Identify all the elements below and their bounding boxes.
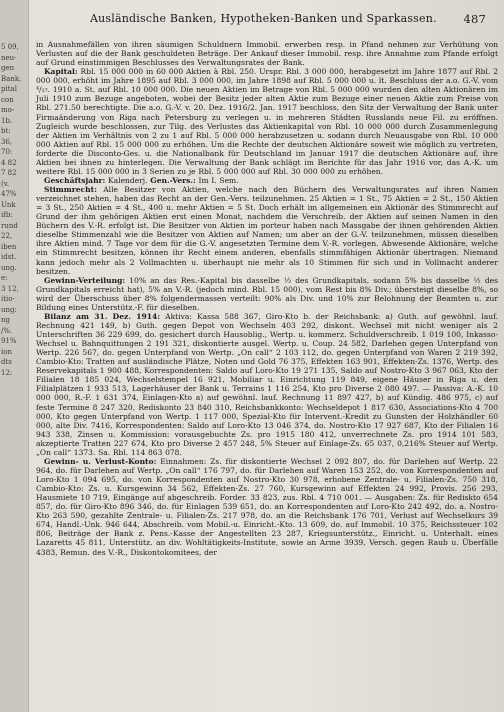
gutter-fragment: itio- [1,295,15,303]
paragraph [36,67,498,176]
gutter-fragment: pital [1,85,17,93]
gutter-fragment: rund [1,221,18,230]
gutter-fragment: e: [1,274,8,282]
gutter-fragment: 91% [1,337,17,345]
paragraph-lead: Gewinn-Verteilung: [44,275,126,285]
paragraph-lead: Geschäftsjahr: [44,175,106,185]
paragraph-text: 10% an das Res.-Kapital bis dasselbe ⅓ des Grundkapitals, sodann 5% bis dasselbe ½ des Grundkapitals erreicht hat), 5% an V.-R. (jedoch mind. Rbl. 15 000), vom Rest bis 8% Div.; übersteigt dieselbe 8%, so wird der Überschuss über 8% folgendermassen verteilt: 90% als Div. und 10% zur Belohnung der Beamten u. zur Bildung eines Unterstütz.-F. für dieselben. [36,275,498,312]
paragraph [36,40,498,67]
header-title: Ausländische Banken, Hypotheken-Banken und Sparkassen. [90,12,437,25]
body-text [36,40,498,557]
paragraph-text: Aktiva: Kassa 588 367, Giro-Kto b. der Reichsbank: a) Guth. auf gewöhnl. lauf. Rechnung 421 149, b) Guth. gegen Depot von Wechseln 403 292, diskont. Wechsel mit nicht weniger als 2 Unterschriften 36 229 699, do. gesichert durch Hausoblig., Wertp. u. kommerz. Schuldverschreib. 1 019 100, Inkasso-Wechsel u. Bahnquittungen 2 191 321, diskontierte ausgel. Wertp. u. Coup. 24 582, Darlehen gegen Unterpfand von Wertp. 226 567, do. gegen Unterpfand von Wertp. „On call“ 2 103 112, do. gegen Unterpfand von Waren 2 219 392, Cambio-Kto: Tratten auf ausländische Plätze, Noten und Gold 76 375, Effekten 163 901, Effekten-Zs. 1376, Wertp. des Reservekapitals 1 900 488, Korrespondenten: Saldo auf Loro-Kto 19 271 135, Saldo auf Nostro-Kto 3 967 063, Kto der Filialen 18 185 024, Wechselstempel 16 921, Mobiliar u. Einrichtung 119 849, eigene Häuser in Riga u. den Filialplätzen 1 933 513, Lagerhäuser der Bank u. Terrains 1 116 254, Kto pro Diverse 2 080 497. — Passiva: A.-K. 10 000 000, R.-F. 1 631 374, Einlagen-Kto a) auf gewöhnl. lauf. Rechnung 11 897 427, b) auf Kündig. 486 975, c) auf feste Termine 8 247 320, Rediskonto 23 840 310, Reichsbankkonto: Wechseldepot 1 817 630, Associations-Kto 4 700 000, Kto gegen Unterpfand von Wertp. 1 117 000, Spezial-Kto für Intervent.-Kredit zu Gunsten der Holzhändler 60 000, alte Div. 7416, Korrespondenten: Saldo auf Loro-Kto 13 046 374, do. Nostro-Kto 17 927 687, Kto der Filialen 16 943 338, Zinsen u. Kommission: vorausgebuchte Zs. pro 1915 180 412, unverrechnete Zs. pro 1914 101 583, akzeptierte Tratten 227 674, Kto pro Diverse 2 457 248, 5% Steuer auf Einlage-Zs. 65 037, 0,216% Steuer auf Wertp. „On call“ 1373. Sa. Rbl. 114 863 078. [36,311,498,457]
gutter-fragment: 22, [1,232,13,240]
gutter-fragment: con [1,95,14,104]
gutter-fragment: ion [1,347,12,356]
paragraph [36,276,498,312]
paragraph-lead: Gewinn- u. Verlust-Konto: [44,456,157,466]
gutter-fragment: Unk [1,200,16,209]
gutter-fragment: 36, [1,137,13,146]
gutter-fragment: ng [1,316,10,324]
paragraph-lead: Gen.-Vers.: [150,175,196,185]
gutter-fragment: dts [1,358,12,366]
gutter-fragment: (v. [1,179,10,188]
gutter-fragment: 4 82 [1,158,17,167]
gutter-fragment: idst. [1,253,17,261]
gutter-fragment: ifb: [1,211,13,219]
paragraph-lead: Kapital: [44,67,78,77]
paragraph-text: Im I. Sem. [195,175,239,185]
gutter-fragment: Bank. [1,74,22,83]
paragraph-text: in Ausnahmefällen von ihren säumigen Schuldnern Immobil. erwerben resp. in Pfand nehmen zur Verhütung von Verlusten auf die der Bank geschuldeten Beträge. Der Ankauf dieser Immobil. resp. ihre Annahme zum Pfande erfolgt auf Grund einstimmigen Beschlusses des Verwaltungsrates der Bank. [36,40,498,68]
paragraph-text: Einnahmen: Zs. für diskontierte Wechsel 2 092 807, do. für Darlehen auf Wertp. 22 964, do. für Darlehen auf Wertp. „On call“ 176 797, do. für Darlehen auf Waren 153 252, do. von Korrespondenten auf Loro-Kto 1 094 695, do. von Korrespondenten auf Nostro-Kto 30 978, erhobene Zentrale- u. Filialen-Zs. 750 318, Cambio-Kto: Zs. u. Kursgewinn 34 562, Effekten-Zs. 27 760, Kursgewinn auf Effekten 24 992, Provis. 256 293, Hausmiete 10 719, Eingänge auf abgeschreib. Forder. 33 823, zus. Rbl. 4 710 001. — Ausgaben: Zs. für Rediskto 654 857, do. für Giro-Kto 896 346, do. für Einlagen 539 651, do. an Korrespondenten auf Loro-Kto 242 492, do. a. Nostro-Kto 263 590, gezahlte Zentrale- u. Filialen-Zs. 217 978, do. an die Reichsbank 176 701, Verlust auf Wechselkurs 39 674, Handl.-Unk. 946 644, Abschreib. vom Mobil.-u. Einricht.-Kto. 13 609, do. auf Immobil. 10 375, Reichssteuer 102 806, Beiträge der Bank z. Pens.-Kasse der Angestellten 23 287, Kriegsunterstütz., Einricht. u. Unterhalt. eines Lazaretts 45 811, Unterstütz. an div. Wohltätigkeits-Institute, sowie an Arme 3939, Versch. gegen Raub u. Überfälle 4383, Remun. des V.-R., Diskontokomitees, der [36,456,498,557]
gutter-fragment: iben [1,242,17,251]
gutter-fragment: ung: [1,305,17,314]
gutter-fragment: ung. [1,263,17,272]
gutter-fragment: 12: [1,368,13,377]
paragraph [36,457,498,557]
gutter-fragment: 5 09, [1,43,19,51]
paragraph-text: Rbl. 15 000 000 in 60 000 Aktien à Rbl. 250. Urspr. Rbl. 3 000 000, herabgesetzt im Jahre 1877 auf Rbl. 2 000 000, erhöht im Jahre 1895 auf Rbl. 3 000 000, im Jahre 1898 auf Rbl. 5 000 000 u. lt. Beschluss der a.o. G.-V. vom ⁴/₁₇. 1910 a. St. auf Rbl. 10 000 000. Die neuen Aktien im Betrage von Rbl. 5 000 000 wurden den alten Aktionären im Juli 1910 zum Bezuge angeboten, wobei der Besitz jeder alten Aktie zum Bezuge einer neuen Aktie zum Preise von Rbl. 271.50 berechtigte. Die a.o. G.-V. v. 20. Dez. 1916/2. Jan. 1917 beschloss, den Sitz der Verwaltung der Bank unter Firmaänderung von Riga nach Petersburg zu verlegen u. in mehreren Städten Russlands neue Fil. zu eröffnen. Zugleich wurde beschlossen, zur Tilg. des Verlustes das Aktienkapital von Rbl. 10 000 000 durch Zusammenlegung der Aktien im Verhältnis von 2 zu 1 auf Rbl. 5 000 000 herabzusetzen u. sodann durch Neuausgabe von Rbl. 10 000 000 Aktien auf Rbl. 15 000 000 zu erhöhen. Um die Rechte der deutschen Aktionäre soweit wie möglich zu vertreten, forderte die Disconto-Ges. u. die Nationalbank für Deutschland im Januar 1917 die deutschen Aktionäre auf, ihre Aktien bei ihnen zu hinterlegen. Die Verwaltung der Bank schlägt im Berichte für das Jahr 1916 vor, das A.-K. um weitere Rbl. 15 000 000 in 3 Serien zu je Rbl. 5 000 000 auf Rbl. 30 000 000 zu erhöhen. [36,67,498,176]
paragraph-lead: Stimmrecht: [44,185,97,194]
paragraph [36,176,498,185]
gutter-fragment: 47% [1,190,17,198]
gutter-fragment: bt: [1,127,11,135]
paragraph-lead: Bilanz am 31. Dez. 1914: [44,311,161,321]
gutter-fragment: neu- [1,53,17,62]
gutter-fragment: /%. [1,326,13,335]
gutter-fragment: 1b. [1,116,13,125]
gutter-fragment: 3 12, [1,284,19,293]
paragraph [36,312,498,457]
paragraph [36,185,498,276]
page-number: 487 [463,12,486,26]
paragraph-text: Alle Besitzer von Aktien, welche nach den Büchern des Verwaltungsrates auf ihren Namen verzeichnet stehen, haben das Recht an der Gen.-Vers. teilzunehmen. 25 Aktien = 1 St., 75 Aktien = 2 St., 150 Aktien = 3 St., 250 Aktien = 4 St., 400 u. mehr Aktien = 5 St. Doch erhält im allgemeinen ein Aktionär des Stimmrecht auf Grund der ihm gehörigen Aktien erst einen Monat, nachdem die Verschreib. der Aktien auf seinen Namen in den Büchern des V.-R. erfolgt ist. Die Besitzer von Aktien im porteur haben nach Massgabe der ihnen gehörenden Aktien dieselbe Stimmenzahl wie die Besitzer von Aktien auf Namen; um aber an der G.-V. teilzunehmen, müssen dieselben ihre Aktien mind. 7 Tage vor dem für die G.-V. angesetzten Termine dem V.-R. vorlegen. Abwesende Aktionäre, welche ein Stimmrecht besitzen, können ihr Recht einem anderen, ebenfalls stimmfähigen Aktionär übertragen. Niemand kann jedoch mehr als 2 Vollmachten u. überhaupt nie mehr als 10 Stimmen für sich und in Vollmacht anderer besitzen. [36,185,498,276]
gutter-fragment: gen [1,64,15,72]
gutter-fragment: mo- [1,106,15,114]
gutter-fragment: 70: [1,148,13,156]
running-header [40,12,486,28]
adjacent-page-gutter [0,0,29,712]
paragraph-text: Kalenderj. [105,175,151,185]
gutter-fragment: 7 82 [1,169,17,177]
